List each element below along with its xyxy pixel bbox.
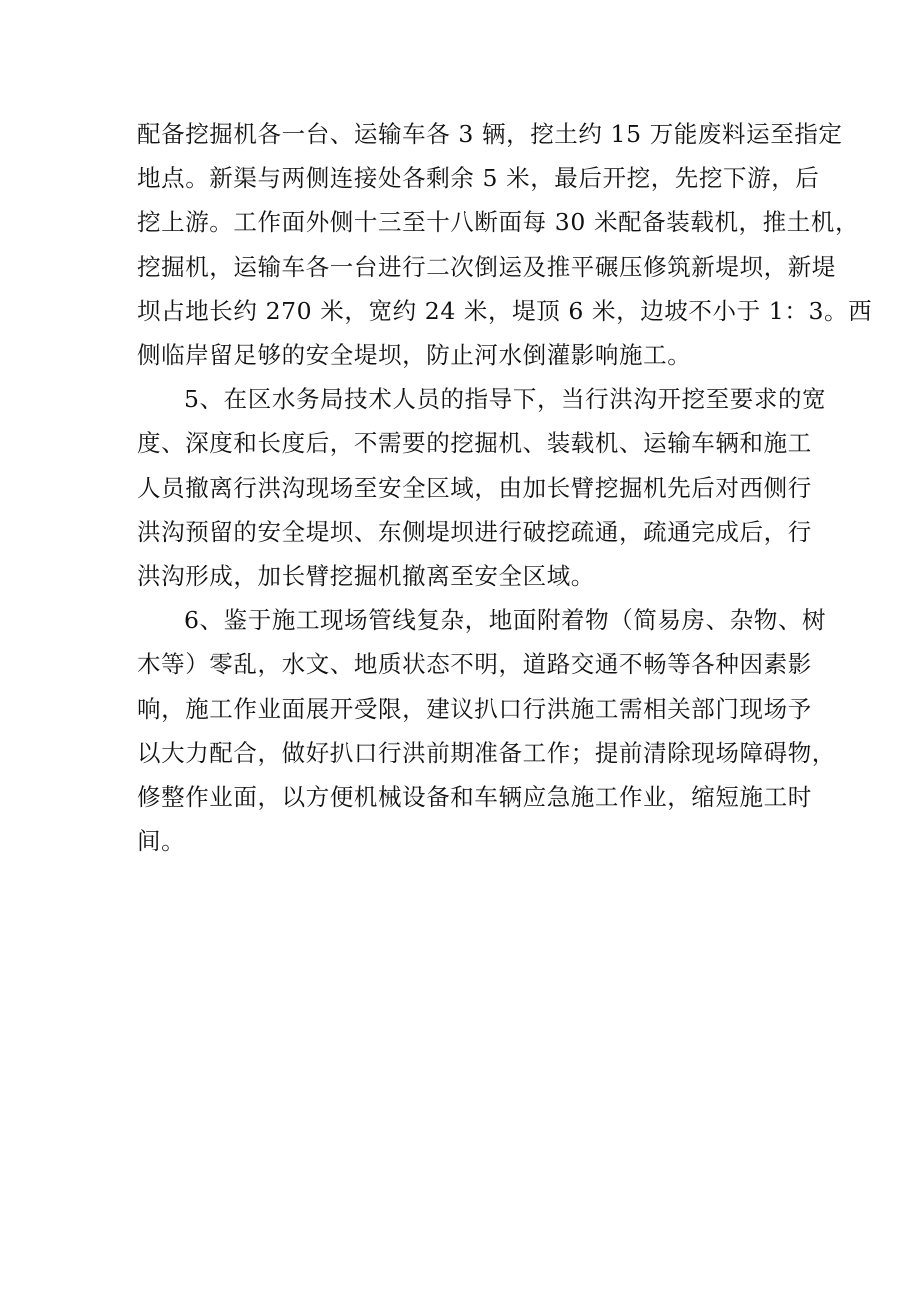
text-line: 挖掘机，运输车各一台进行二次倒运及推平碾压修筑新堤坝，新堤 [137,252,836,281]
document-body [137,112,873,863]
text-line: 人员撤离行洪沟现场至安全区域，由加长臂挖掘机先后对西侧行 [137,473,812,502]
text-line: 响，施工作业面展开受限，建议扒口行洪施工需相关部门现场予 [137,694,812,723]
text-line: 配备挖掘机各一台、运输车各 3 辆，挖土约 15 万能废料运至指定 [137,120,843,148]
text-line: 侧临岸留足够的安全堤坝，防止河水倒灌影响施工。 [137,341,692,370]
text-line: 木等）零乱，水文、地质状态不明，道路交通不畅等各种因素影 [137,650,812,679]
text-line: 坝占地长约 270 米，宽约 24 米，堤顶 6 米，边坡不小于 1：3。西 [137,296,873,325]
text-line: 洪沟预留的安全堤坝、东侧堤坝进行破挖疏通，疏通完成后，行 [137,517,812,546]
text-line: 间。 [137,827,186,856]
paragraph-item-6 [137,598,836,863]
text-line: 修整作业面，以方便机械设备和车辆应急施工作业，缩短施工时 [137,783,812,812]
text-line: 洪沟形成，加长臂挖掘机撤离至安全区域。 [137,562,595,591]
text-line: 5、在区水务局技术人员的指导下，当行洪沟开挖至要求的宽 [184,385,827,414]
text-line: 地点。新渠与两侧连接处各剩余 5 米，最后开挖，先挖下游，后 [137,164,820,193]
paragraph-item-5 [137,377,827,598]
text-line: 6、鉴于施工现场管线复杂，地面附着物（简易房、杂物、树 [184,606,827,635]
text-line: 挖上游。工作面外侧十三至十八断面每 30 米配备装载机，推土机， [137,208,860,237]
text-line: 以大力配合，做好扒口行洪前期准备工作；提前清除现场障碍物， [137,738,836,767]
paragraph-continued [137,112,873,377]
text-line: 度、深度和长度后，不需要的挖掘机、装载机、运输车辆和施工 [137,429,812,458]
